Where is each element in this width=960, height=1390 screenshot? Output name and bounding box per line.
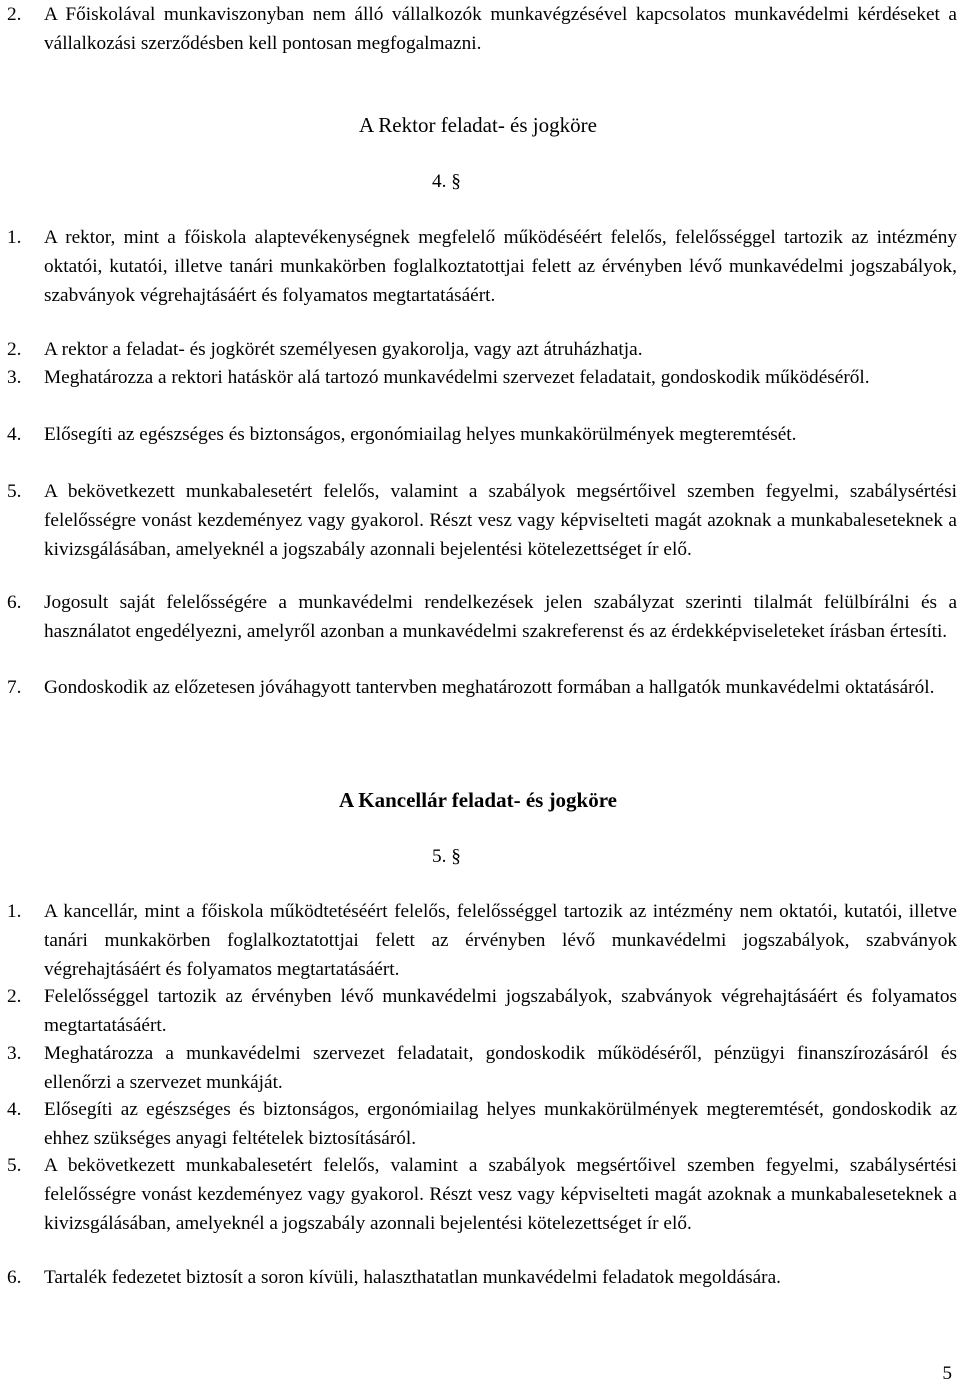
item-text: A rektor a feladat- és jogkörét személyesen gyakorolja, vagy azt átruházhatja.: [44, 339, 643, 360]
item-number: 6.: [7, 592, 22, 613]
list-item: [7, 223, 957, 310]
item-number: 2.: [7, 986, 22, 1007]
page-number: 5: [942, 1363, 952, 1384]
list-item: [7, 1263, 957, 1292]
item-number: 3.: [7, 1043, 22, 1064]
list-item: [7, 335, 957, 364]
section-title-chancellor: A Kancellár feladat- és jogköre: [338, 788, 617, 812]
item-number: 1.: [7, 901, 22, 922]
item-number: 7.: [7, 677, 22, 698]
item-number: 3.: [7, 367, 22, 388]
list-item: [7, 982, 957, 1040]
list-item: [7, 1151, 957, 1238]
list-item: [7, 1095, 957, 1153]
list-item: [7, 673, 957, 702]
item-number: 4.: [7, 1099, 22, 1120]
item-text: A kancellár, mint a főiskola működtetéséért felelős, felelősséggel tartozik az intézmény nem oktatói, kutatói, illetve tanári munkakörben foglalkoztatottjai felett az érvényben lévő munkavédelmi jogszabályok, szabványok végrehajtásáért és folyamatos megtartatásáért.: [44, 901, 957, 980]
list-item: [7, 363, 957, 392]
item-text: A rektor, mint a főiskola alaptevékenységnek megfelelő működéséért felelős, felelősséggel tartozik az intézmény oktatói, kutatói, illetve tanári munkakörben foglalkoztatottjai felett az érvényben lévő munkavédelmi jogszabályok, szabványok végrehajtásáért és folyamatos megtartatásáért.: [44, 227, 957, 306]
item-text: A bekövetkezett munkabalesetért felelős, valamint a szabályok megsértőivel szemben fegyelmi, szabálysértési felelősségre vonást kezdeményez vagy gyakorol. Részt vesz vagy képviselteti magát azoknak a munkabaleseteknek a kivizsgálásában, amelyeknél a jogszabály azonnali bejelentési kötelezettséget ír elő.: [44, 481, 957, 560]
list-item: [7, 897, 957, 984]
item-number: 5.: [7, 481, 22, 502]
item-text: Meghatározza a munkavédelmi szervezet feladatait, gondoskodik működéséről, pénzügyi finanszírozásáról és ellenőrzi a szervezet munkáját.: [44, 1043, 957, 1093]
item-text: Meghatározza a rektori hatáskör alá tartozó munkavédelmi szervezet feladatait, gondoskodik működéséről.: [44, 367, 870, 388]
item-text: Tartalék fedezetet biztosít a soron kívüli, halaszthatatlan munkavédelmi feladatok megoldására.: [44, 1267, 781, 1288]
list-item: [7, 420, 957, 449]
item-text: Elősegíti az egészséges és biztonságos, ergonómiailag helyes munkakörülmények megteremtését, gondoskodik az ehhez szükséges anyagi feltételek biztosításáról.: [44, 1099, 957, 1149]
item-number: 1.: [7, 227, 22, 248]
item-number: 4.: [7, 424, 22, 445]
item-number: 5.: [7, 1155, 22, 1176]
section-title-rector: A Rektor feladat- és jogköre: [359, 113, 597, 137]
item-text: Elősegíti az egészséges és biztonságos, ergonómiailag helyes munkakörülmények megteremtését.: [44, 424, 797, 445]
list-item: [7, 477, 957, 564]
item-text: Gondoskodik az előzetesen jóváhagyott tantervben meghatározott formában a hallgatók munkavédelmi oktatásáról.: [44, 677, 935, 698]
item-text: Jogosult saját felelősségére a munkavédelmi rendelkezések jelen szabályzat szerinti tilalmát felülbírálni és a használatot engedélyezni, amelyről azonban a munkavédelmi szakreferenst és az érdekképviseleteket írásban értesíti.: [44, 592, 957, 642]
paragraph-number: 4. §: [432, 171, 461, 192]
item-number: 2.: [7, 4, 22, 25]
item-text: A Főiskolával munkaviszonyban nem álló vállalkozók munkavégzésével kapcsolatos munkavédelmi kérdéseket a vállalkozási szerződésben kell pontosan megfogalmazni.: [44, 4, 957, 54]
item-number: 2.: [7, 339, 22, 360]
paragraph-number: 5. §: [432, 846, 461, 867]
list-item: [7, 0, 957, 58]
item-number: 6.: [7, 1267, 22, 1288]
item-text: Felelősséggel tartozik az érvényben lévő munkavédelmi jogszabályok, szabványok végrehajtásáért és folyamatos megtartatásáért.: [44, 986, 957, 1036]
item-text: A bekövetkezett munkabalesetért felelős, valamint a szabályok megsértőivel szemben fegyelmi, szabálysértési felelősségre vonást kezdeményez vagy gyakorol. Részt vesz vagy képviselteti magát azoknak a munkabaleseteknek a kivizsgálásában, amelyeknél a jogszabály azonnali bejelentési kötelezettséget ír elő.: [44, 1155, 957, 1234]
list-item: [7, 1039, 957, 1097]
list-item: [7, 588, 957, 646]
